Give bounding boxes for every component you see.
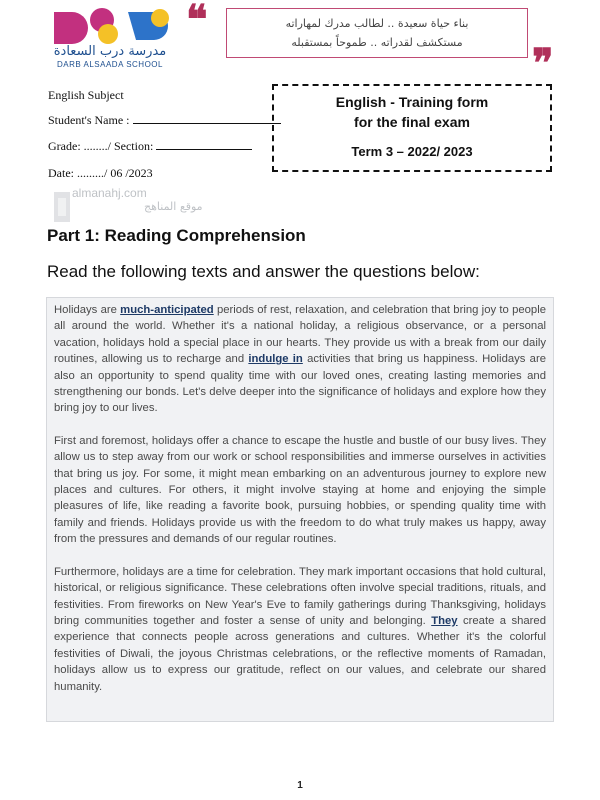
student-name-label: Student's Name :	[48, 113, 130, 127]
section-field[interactable]	[156, 149, 252, 150]
passage-paragraph-2: First and foremost, holidays offer a chance to escape the hustle and bustle of our busy lives. They allow us to step away from our work or school responsibilities and immerse ourselves in activities that bring us joy. For some, it might mean embarking on an adventurous journey to explore new places and cultures. For others, it might involve staying at home and enjoying the simple pleasures of life, like reading a favorite book, pursuing hobbies, or spending quality time with family and friends. Holidays provide us with the freedom to do what truly makes us happy, away from the pressures and demands of our regular routines.	[54, 434, 546, 546]
grade-section-label: Grade: ......../ Section:	[48, 139, 154, 153]
section-title: Part 1: Reading Comprehension	[47, 226, 306, 245]
student-name-row	[48, 113, 281, 128]
exam-title-box	[272, 84, 552, 172]
student-name-field[interactable]	[133, 123, 281, 124]
quote-close-icon: ❞	[532, 40, 554, 87]
passage-paragraph-3	[54, 564, 546, 695]
school-slogan-box	[226, 8, 528, 58]
paragraph-1-text-b: periods of rest, relaxation, and celebration that bring joy to people all around the world. Whether it's a national holiday, a religious observance, or a personal vacation, holidays hold a special place in our hearts. They provide us with a break from our daily routines, allowing us to recharge and	[54, 304, 546, 366]
instructions: Read the following texts and answer the questions below:	[47, 262, 480, 281]
page-number: 1	[297, 780, 303, 791]
paragraph-1-text-c: activities that bring us happiness. Holidays are also an opportunity to spend quality time with our loved ones, creating lasting memories and strengthening our bonds. Let's delve deeper into the significance of holidays and explore how they bring joy to our lives.	[54, 353, 546, 415]
highlighted-word-much-anticipated: much-anticipated	[120, 304, 214, 316]
quote-open-icon: ❝	[186, 0, 208, 43]
exam-title-line-1: English - Training form	[335, 94, 489, 110]
school-name-english: DARB ALSAADA SCHOOL	[57, 60, 163, 69]
watermark-text: almanahj.com	[72, 186, 147, 200]
paragraph-1-text-a: Holidays are	[54, 304, 121, 316]
date-label: Date: ........./ 06 /2023	[48, 166, 153, 180]
school-name-arabic: مدرسة درب السعادة	[53, 44, 167, 59]
subject-label: English Subject	[48, 88, 124, 102]
highlighted-word-they: They	[431, 614, 458, 627]
grade-row	[48, 139, 252, 154]
watermark-logo-icon	[52, 190, 74, 224]
logo-emblem-icon	[52, 6, 172, 46]
slogan-line-2: مستكشف لقدراته .. طموحاً بمستقبله	[291, 36, 463, 49]
paragraph-3-text-a: Furthermore, holidays are a time for celebration. They mark important occasions that hold cultural, historical, or religious significance. These celebrations often involve special traditions, rituals, and festivities. From fireworks on New Year's Eve to family gatherings during Thanksgiving, holidays bring communities together and foster a sense of unity and belonging.	[54, 565, 546, 627]
slogan-line-1: بناء حياة سعيدة .. لطالب مدرك لمهاراته	[285, 17, 469, 30]
school-logo	[40, 4, 180, 68]
passage-paragraph-1	[54, 302, 546, 417]
reading-passage	[46, 297, 554, 722]
watermark-text-arabic: موقع المناهج	[144, 200, 203, 213]
highlighted-word-indulge-in: indulge in	[248, 353, 303, 366]
paragraph-3-text-b: create a shared experience that connects people across generations and cultures. Whether it's the colorful festivities of Diwali, the joyous Christmas celebrations, or the reflective moments of Ramadan, holidays allow us to express our gratitude, reflect on our values, and celebrate our shared humanity.	[54, 614, 547, 693]
exam-title-line-2: for the final exam	[354, 114, 470, 130]
exam-term: Term 3 – 2022/ 2023	[351, 144, 473, 159]
